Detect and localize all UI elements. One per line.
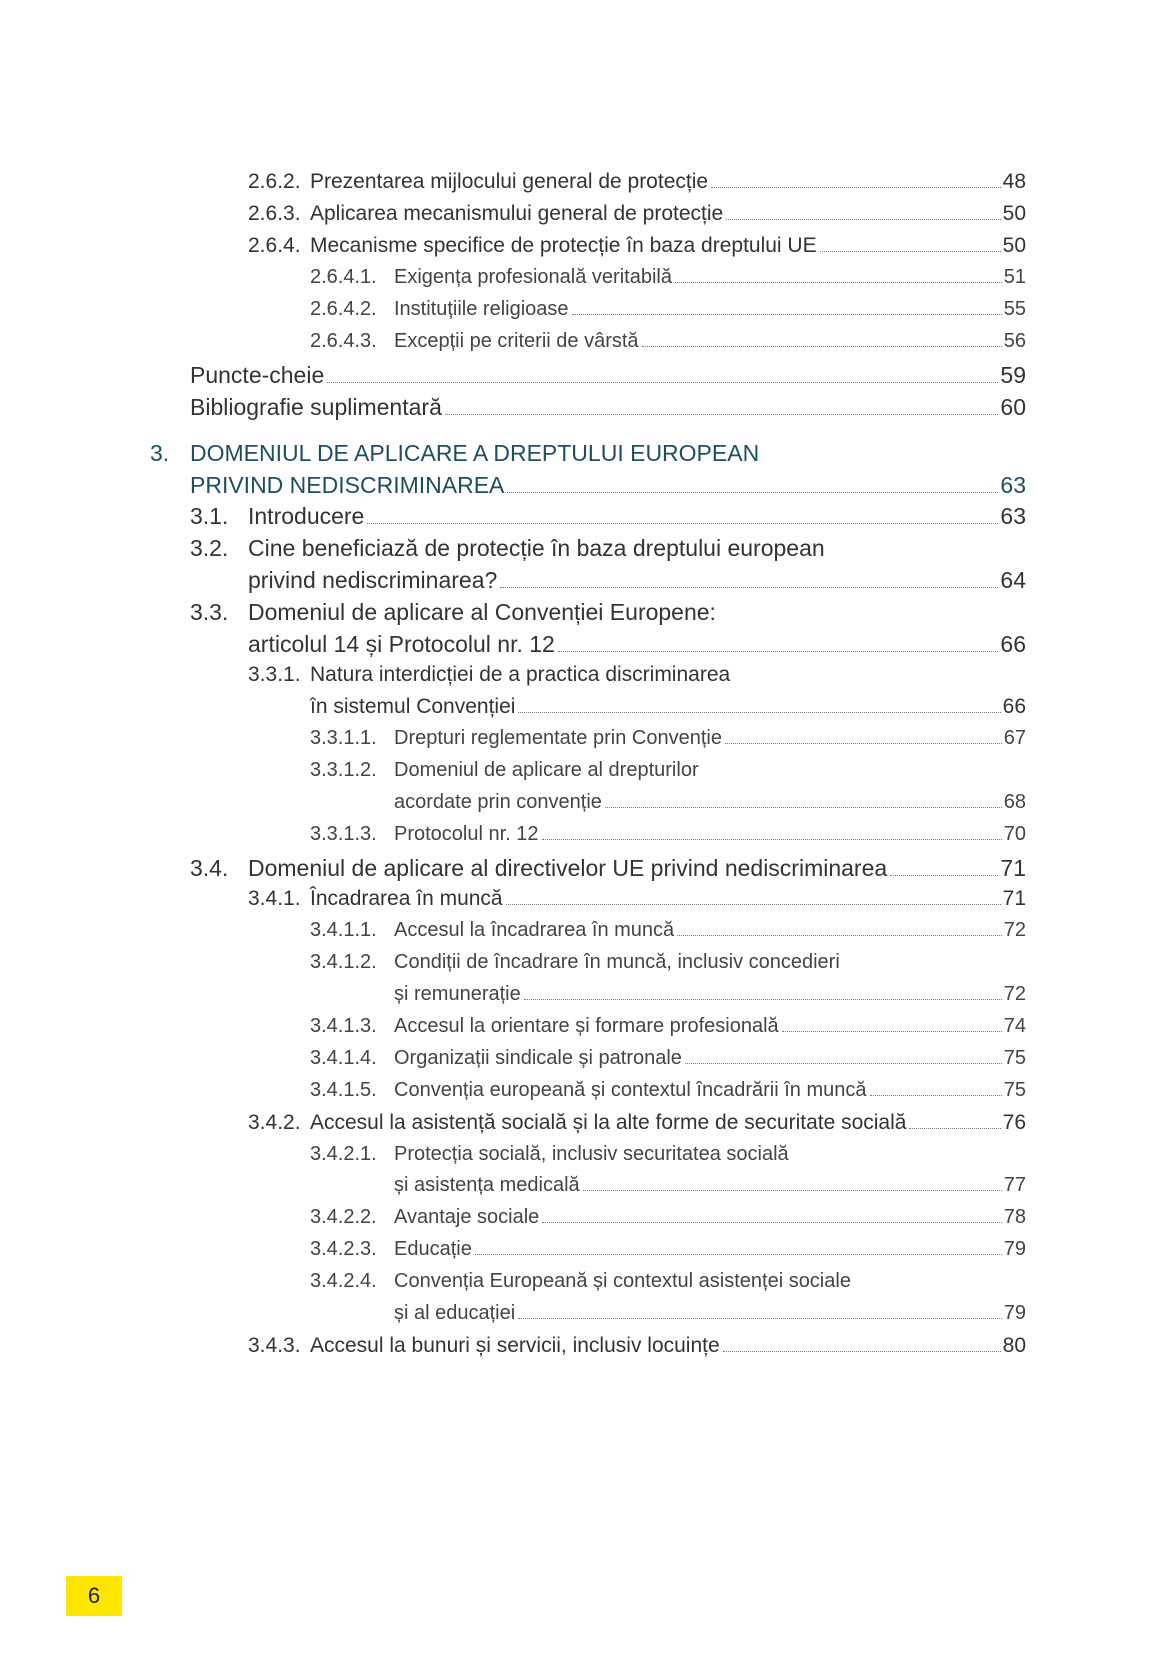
- dot-leader: [506, 904, 1001, 905]
- toc-entry[interactable]: [0, 362, 1026, 396]
- dot-leader: [558, 651, 999, 652]
- toc-entry[interactable]: [0, 1111, 1026, 1145]
- toc-entry-title: Condiții de încadrare în muncă, inclusiv concedieri: [394, 951, 840, 973]
- toc-entry-number: 3.4.1.2.: [310, 951, 377, 973]
- toc-entry[interactable]: [0, 1302, 1026, 1336]
- toc-entry-page: 50: [1002, 234, 1026, 257]
- toc-entry-number: 3.: [150, 440, 170, 466]
- toc-entry-number: 3.2.: [190, 535, 229, 561]
- toc-entry-title: Mecanisme specifice de protecție în baza dreptului UE: [310, 234, 817, 257]
- toc-entry[interactable]: [0, 1334, 1026, 1368]
- dot-leader: [507, 492, 998, 493]
- toc-entry-page: 55: [1003, 298, 1026, 320]
- toc-entry-number: 2.6.3.: [248, 202, 301, 225]
- toc-entry-number: 2.6.4.2.: [310, 298, 377, 320]
- toc-entry-title: Excepții pe criterii de vârstă: [394, 330, 639, 352]
- toc-entry-page: 64: [1000, 567, 1026, 593]
- toc-entry-title: Natura interdicției de a practica discriminarea: [310, 663, 731, 686]
- toc-entry-page: 75: [1003, 1079, 1026, 1101]
- toc-entry-page: 72: [1003, 919, 1026, 941]
- toc-entry[interactable]: [0, 759, 1026, 793]
- dot-leader: [367, 523, 998, 524]
- toc-entry[interactable]: [0, 394, 1026, 428]
- toc-entry-title: Domeniul de aplicare al drepturilor: [394, 759, 699, 781]
- toc-entry-page: 66: [1000, 631, 1026, 657]
- toc-entry-page: 75: [1003, 1047, 1026, 1069]
- toc-entry[interactable]: [0, 1079, 1026, 1113]
- dot-leader: [327, 382, 998, 383]
- toc-entry-title: Avantaje sociale: [394, 1206, 540, 1228]
- dot-leader: [642, 346, 1002, 347]
- dot-leader: [685, 1063, 1002, 1064]
- toc-entry[interactable]: [0, 983, 1026, 1017]
- page-number-badge: 6: [66, 1576, 122, 1616]
- toc-entry-title: Drepturi reglementate prin Convenție: [394, 727, 722, 749]
- toc-entry-page: 80: [1002, 1334, 1026, 1357]
- toc-entry-title: Protecția socială, inclusiv securitatea socială: [394, 1143, 789, 1165]
- toc-entry-number: 3.3.1.1.: [310, 727, 377, 749]
- toc-entry[interactable]: [0, 1270, 1026, 1304]
- toc-entry-title: Protocolul nr. 12: [394, 823, 539, 845]
- toc-entry[interactable]: [0, 599, 1026, 633]
- toc-entry-page: 77: [1003, 1174, 1026, 1196]
- dot-leader: [870, 1095, 1002, 1096]
- toc-entry-number: 3.4.1.1.: [310, 919, 377, 941]
- toc-entry[interactable]: [0, 472, 1026, 506]
- toc-entry-number: 3.4.: [190, 855, 229, 881]
- toc-entry-title: și remunerație: [394, 983, 521, 1005]
- toc-entry-title: acordate prin convenție: [394, 791, 602, 813]
- toc-entry-title: Încadrarea în muncă: [310, 887, 503, 910]
- toc-entry-title: în sistemul Convenției: [310, 695, 516, 718]
- toc-entry-number: 3.3.1.3.: [310, 823, 377, 845]
- toc-entry-title: Domeniul de aplicare al Convenției Europene:: [248, 599, 716, 625]
- toc-entry[interactable]: [0, 855, 1026, 889]
- toc-entry-number: 3.4.2.3.: [310, 1238, 377, 1260]
- toc-entry-number: 3.3.1.2.: [310, 759, 377, 781]
- dot-leader: [542, 839, 1002, 840]
- toc-entry[interactable]: [0, 266, 1026, 300]
- toc-entry-number: 2.6.4.: [248, 234, 301, 257]
- dot-leader: [675, 282, 1002, 283]
- toc-entry-title: Educație: [394, 1238, 472, 1260]
- toc-entry-title: DOMENIUL DE APLICARE A DREPTULUI EUROPEAN: [190, 440, 760, 466]
- toc-entry-number: 2.6.2.: [248, 170, 301, 193]
- dot-leader: [677, 935, 1002, 936]
- toc-entry[interactable]: [0, 440, 1026, 474]
- toc-entry[interactable]: [0, 695, 1026, 729]
- toc-entry-title: și asistența medicală: [394, 1174, 580, 1196]
- dot-leader: [572, 314, 1002, 315]
- toc-entry-title: Organizații sindicale și patronale: [394, 1047, 682, 1069]
- toc-entry[interactable]: [0, 1238, 1026, 1272]
- toc-entry-page: 78: [1003, 1206, 1026, 1228]
- dot-leader: [726, 219, 1000, 220]
- dot-leader: [445, 414, 999, 415]
- toc-entry-title: articolul 14 și Protocolul nr. 12: [248, 631, 555, 657]
- toc-entry-page: 50: [1002, 202, 1026, 225]
- toc-entry[interactable]: [0, 887, 1026, 921]
- toc-entry-number: 3.4.1.4.: [310, 1047, 377, 1069]
- toc-entry-title: Convenția europeană și contextul încadrării în muncă: [394, 1079, 867, 1101]
- toc-entry-number: 3.3.1.: [248, 663, 301, 686]
- toc-entry[interactable]: [0, 567, 1026, 601]
- toc-entry-title: Accesul la încadrarea în muncă: [394, 919, 675, 941]
- dot-leader: [475, 1254, 1002, 1255]
- toc-entry-title: Introducere: [248, 503, 365, 529]
- toc-entry[interactable]: [0, 1174, 1026, 1208]
- toc-entry-title: Convenția Europeană și contextul asistenței sociale: [394, 1270, 851, 1292]
- toc-entry-number: 3.4.2.: [248, 1111, 301, 1134]
- toc-entry[interactable]: [0, 663, 1026, 697]
- toc-entry-page: 48: [1002, 170, 1026, 193]
- toc-entry-title: Cine beneficiază de protecție în baza dreptului european: [248, 535, 825, 561]
- toc-entry[interactable]: [0, 330, 1026, 364]
- toc-entry-title: Accesul la orientare și formare profesională: [394, 1015, 779, 1037]
- toc-entry-page: 68: [1003, 791, 1026, 813]
- dot-leader: [711, 187, 1001, 188]
- toc-entry-number: 3.1.: [190, 503, 229, 529]
- toc-entry-title: Exigența profesională veritabilă: [394, 266, 672, 288]
- toc-entry-page: 59: [1000, 362, 1026, 388]
- toc-entry-number: 3.4.3.: [248, 1334, 301, 1357]
- toc-entry[interactable]: [0, 791, 1026, 825]
- dot-leader: [725, 743, 1002, 744]
- toc-entry[interactable]: [0, 503, 1026, 537]
- toc-entry-number: 3.4.1.5.: [310, 1079, 377, 1101]
- dot-leader: [890, 875, 998, 876]
- toc-entry-page: 71: [1002, 887, 1026, 910]
- dot-leader: [782, 1031, 1002, 1032]
- toc-entry-title: Accesul la bunuri și servicii, inclusiv locuințe: [310, 1334, 720, 1357]
- toc-entry[interactable]: [0, 298, 1026, 332]
- toc-entry[interactable]: [0, 1015, 1026, 1049]
- toc-entry-title: Prezentarea mijlocului general de protecție: [310, 170, 709, 193]
- toc-entry-page: 79: [1003, 1238, 1026, 1260]
- toc-entry-title: Accesul la asistență socială și la alte forme de securitate socială: [310, 1111, 907, 1134]
- dot-leader: [909, 1128, 1000, 1129]
- toc-entry[interactable]: [0, 951, 1026, 985]
- toc-entry[interactable]: [0, 727, 1026, 761]
- toc-entry-number: 3.4.2.4.: [310, 1270, 377, 1292]
- toc-entry[interactable]: [0, 1206, 1026, 1240]
- toc-entry-title: privind nediscriminarea?: [248, 567, 498, 593]
- toc-entry[interactable]: [0, 919, 1026, 953]
- toc-entry-title: Domeniul de aplicare al directivelor UE privind nediscriminarea: [248, 855, 888, 881]
- toc-entry[interactable]: [0, 1143, 1026, 1177]
- toc-entry-page: 56: [1003, 330, 1026, 352]
- toc-entry-page: 51: [1003, 266, 1026, 288]
- toc-entry-title: Puncte-cheie: [190, 362, 325, 388]
- toc-entry-number: 3.4.2.1.: [310, 1143, 377, 1165]
- toc-entry-number: 2.6.4.3.: [310, 330, 377, 352]
- dot-leader: [518, 1318, 1002, 1319]
- toc-entry[interactable]: [0, 823, 1026, 857]
- dot-leader: [518, 712, 1000, 713]
- toc-entry[interactable]: [0, 535, 1026, 569]
- toc-entry-page: 67: [1003, 727, 1026, 749]
- dot-leader: [605, 807, 1002, 808]
- toc-entry[interactable]: [0, 234, 1026, 268]
- dot-leader: [524, 999, 1002, 1000]
- toc-entry-number: 3.4.1.3.: [310, 1015, 377, 1037]
- toc-entry-title: și al educației: [394, 1302, 516, 1324]
- toc-entry-number: 3.4.2.2.: [310, 1206, 377, 1228]
- dot-leader: [820, 251, 1001, 252]
- toc-entry-page: 72: [1003, 983, 1026, 1005]
- toc-entry-number: 2.6.4.1.: [310, 266, 377, 288]
- toc-entry-page: 63: [1000, 503, 1026, 529]
- dot-leader: [583, 1190, 1002, 1191]
- toc-entry-page: 76: [1002, 1111, 1026, 1134]
- toc-entry-page: 74: [1003, 1015, 1026, 1037]
- toc-entry[interactable]: [0, 631, 1026, 665]
- dot-leader: [723, 1351, 1001, 1352]
- toc-entry-page: 70: [1003, 823, 1026, 845]
- toc-entry-page: 79: [1003, 1302, 1026, 1324]
- toc-entry-number: 3.4.1.: [248, 887, 301, 910]
- toc-entry[interactable]: [0, 170, 1026, 204]
- dot-leader: [500, 587, 998, 588]
- toc-entry-title: PRIVIND NEDISCRIMINAREA: [190, 472, 505, 498]
- dot-leader: [542, 1222, 1001, 1223]
- toc-entry-page: 63: [1000, 472, 1026, 498]
- toc-entry-number: 3.3.: [190, 599, 229, 625]
- toc-entry[interactable]: [0, 202, 1026, 236]
- toc-entry-page: 66: [1002, 695, 1026, 718]
- toc-entry[interactable]: [0, 1047, 1026, 1081]
- toc-entry-page: 71: [1000, 855, 1026, 881]
- toc-entry-title: Aplicarea mecanismului general de protecție: [310, 202, 724, 225]
- toc-entry-title: Instituțiile religioase: [394, 298, 569, 320]
- toc-entry-title: Bibliografie suplimentară: [190, 394, 442, 420]
- toc-entry-page: 60: [1000, 394, 1026, 420]
